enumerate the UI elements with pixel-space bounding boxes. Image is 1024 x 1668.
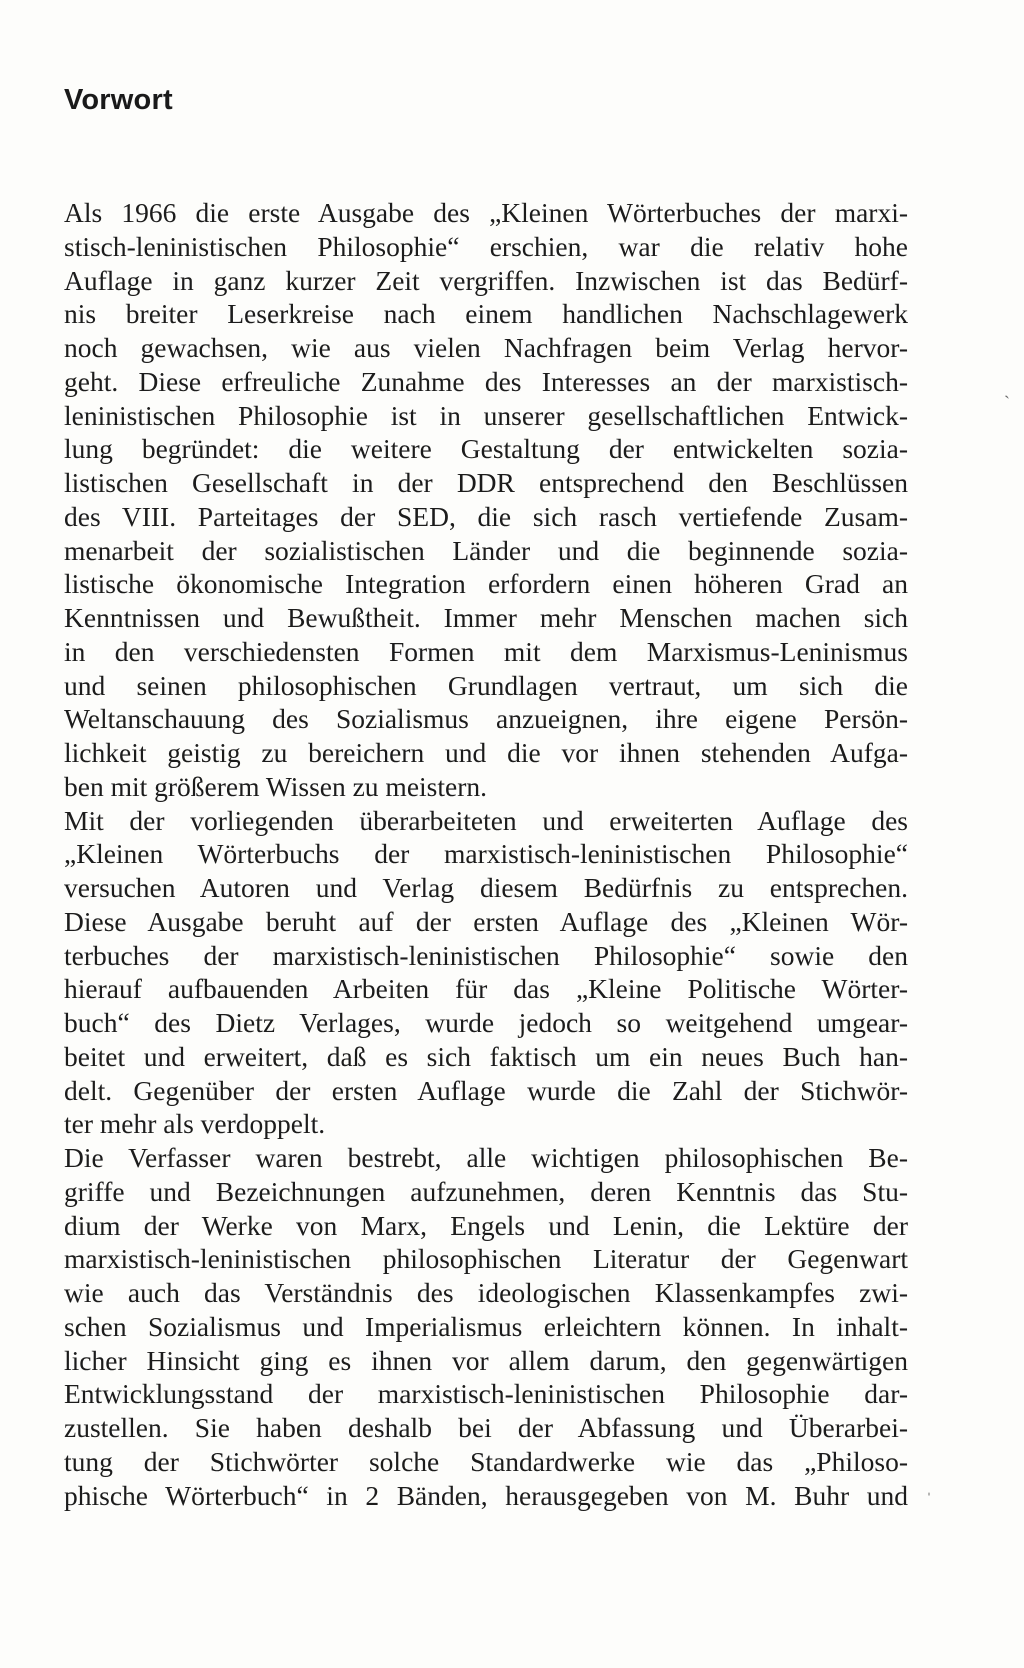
- text-line: dium der Werke von Marx, Engels und Lenin, die Lektüre der: [64, 1209, 908, 1241]
- text-line: menarbeit der sozialistischen Länder und die beginnende sozia-: [64, 534, 908, 566]
- text-line: griffe und Bezeichnungen aufzunehmen, deren Kenntnis das Stu-: [64, 1175, 908, 1207]
- text-line: Die Verfasser waren bestrebt, alle wichtigen philosophischen Be-: [64, 1142, 908, 1173]
- text-line: buch“ des Dietz Verlages, wurde jedoch so weitgehend umgear-: [64, 1007, 908, 1038]
- text-line: Mit der vorliegenden überarbeiteten und erweiterten Auflage des: [64, 804, 908, 836]
- text-line: lichkeit geistig zu bereichern und die vor ihnen stehenden Aufga-: [64, 737, 908, 768]
- text-line: phische Wörterbuch“ in 2 Bänden, herausgegeben von M. Buhr und: [64, 1479, 908, 1511]
- text-line: wie auch das Verständnis des ideologischen Klassenkampfes zwi-: [64, 1277, 908, 1308]
- text-line: stisch-leninistischen Philosophie“ erschien, war die relativ hohe: [64, 230, 908, 262]
- text-line: Als 1966 die erste Ausgabe des „Kleinen Wörterbuches der marxi-: [64, 197, 908, 228]
- text-line: nis breiter Leserkreise nach einem handlichen Nachschlagewerk: [64, 298, 908, 330]
- text-line: lung begründet: die weitere Gestaltung der entwickelten sozia-: [64, 433, 908, 465]
- text-line: tung der Stichwörter solche Standardwerke wie das „Philoso-: [64, 1445, 908, 1477]
- text-line: „Kleinen Wörterbuchs der marxistisch-leninistischen Philosophie“: [64, 838, 908, 870]
- text-line: licher Hinsicht ging es ihnen vor allem darum, den gegenwärtigen: [64, 1344, 908, 1376]
- text-line: listischen Gesellschaft in der DDR entsprechend den Beschlüssen: [64, 467, 908, 498]
- text-line: hierauf aufbauenden Arbeiten für das „Kleine Politische Wörter-: [64, 973, 908, 1005]
- paragraph-1: [64, 196, 908, 804]
- text-line: in den verschiedensten Formen mit dem Marxismus-Leninismus: [64, 635, 908, 667]
- body-text: [64, 196, 908, 1512]
- text-line: listische ökonomische Integration erfordern einen höheren Grad an: [64, 568, 908, 600]
- text-line: noch gewachsen, wie aus vielen Nachfragen beim Verlag hervor-: [64, 332, 908, 363]
- scan-speck-icon: ˴: [1004, 384, 1010, 404]
- text-line: Kenntnissen und Bewußtheit. Immer mehr Menschen machen sich: [64, 602, 908, 633]
- text-line: terbuches der marxistisch-leninistischen Philosophie“ sowie den: [64, 939, 908, 971]
- scan-speck-icon: ˈ: [926, 1489, 932, 1509]
- text-line: zustellen. Sie haben deshalb bei der Abfassung und Überarbei-: [64, 1412, 908, 1443]
- text-line: ter mehr als verdoppelt.: [64, 1108, 326, 1140]
- text-line: leninistischen Philosophie ist in unserer gesellschaftlichen Entwick-: [64, 399, 908, 431]
- paragraph-3: [64, 1141, 908, 1512]
- text-line: versuchen Autoren und Verlag diesem Bedürfnis zu entsprechen.: [64, 872, 908, 903]
- text-line: beitet und erweitert, daß es sich faktisch um ein neues Buch han-: [64, 1040, 908, 1072]
- page-title: Vorwort: [64, 84, 173, 116]
- text-line: ben mit größerem Wissen zu meistern.: [64, 770, 488, 802]
- text-line: geht. Diese erfreuliche Zunahme des Interesses an der marxistisch-: [64, 365, 908, 397]
- text-line: Diese Ausgabe beruht auf der ersten Auflage des „Kleinen Wör-: [64, 905, 908, 937]
- text-line: delt. Gegenüber der ersten Auflage wurde die Zahl der Stichwör-: [64, 1074, 908, 1106]
- text-line: Auflage in ganz kurzer Zeit vergriffen. Inzwischen ist das Bedürf-: [64, 264, 908, 296]
- text-line: Entwicklungsstand der marxistisch-leninistischen Philosophie dar-: [64, 1378, 908, 1410]
- text-line: und seinen philosophischen Grundlagen vertraut, um sich die: [64, 669, 908, 701]
- text-line: schen Sozialismus und Imperialismus erleichtern können. In inhalt-: [64, 1310, 908, 1342]
- text-line: Weltanschauung des Sozialismus anzueignen, ihre eigene Persön-: [64, 703, 908, 735]
- text-line: marxistisch-leninistischen philosophischen Literatur der Gegenwart: [64, 1243, 908, 1275]
- text-line: des VIII. Parteitages der SED, die sich rasch vertiefende Zusam-: [64, 500, 908, 532]
- paragraph-2: [64, 804, 908, 1142]
